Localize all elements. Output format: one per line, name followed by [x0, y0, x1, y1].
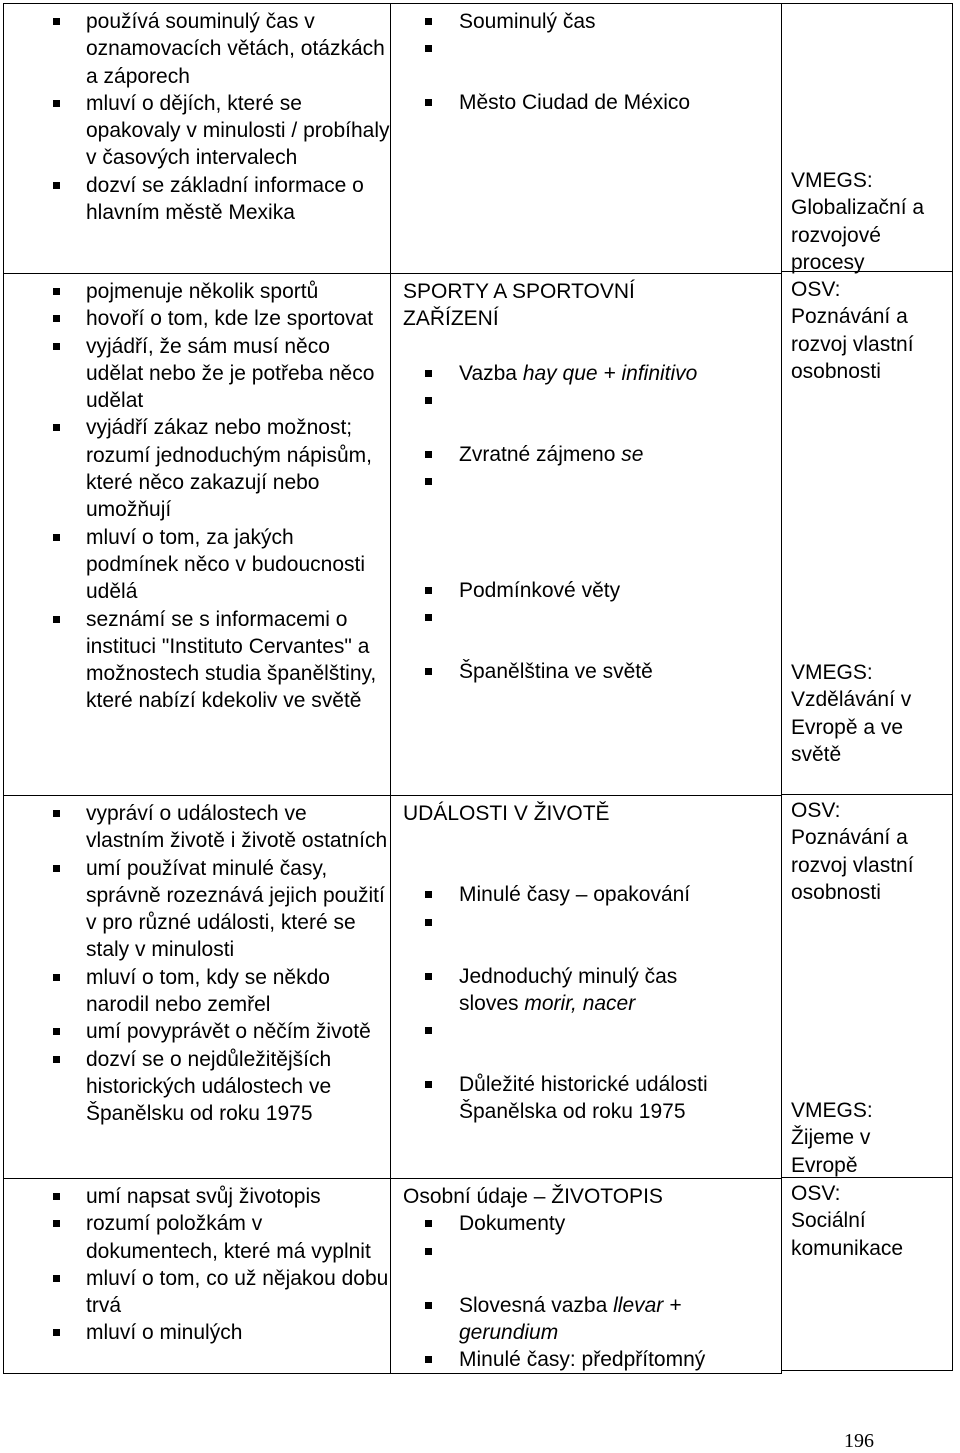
list-item: [391, 360, 781, 387]
list-item: Město Ciudad de México: [391, 89, 781, 116]
cross-topic: [791, 276, 951, 385]
outcomes-cell: [4, 4, 391, 274]
cross-topic: [791, 1180, 951, 1262]
topic-italic: se: [621, 442, 644, 466]
cross-topic: [791, 167, 951, 276]
topic-italic: morir, nacer: [524, 991, 636, 1015]
cross-topic-text: Poznávání a rozvoj vlastní osobnosti: [791, 305, 914, 383]
list-item: pojmenuje několik sportů: [4, 278, 390, 305]
list-item: umí napsat svůj životopis: [4, 1183, 390, 1210]
list-item: mluví o tom, kdy se někdo narodil nebo zemřel: [4, 964, 390, 1019]
outcomes-list: [4, 1183, 390, 1347]
list-item: mluví o tom, za jakých podmínek něco v budoucnosti udělá: [4, 524, 390, 606]
list-item: používá souminulý čas v oznamovacích větách, otázkách a záporech: [4, 8, 390, 90]
list-item: Španělština ve světě: [391, 658, 781, 685]
spacer: [391, 604, 781, 658]
table-row: [4, 1179, 782, 1374]
topics-list: [391, 8, 781, 117]
outcomes-list: [4, 800, 390, 1128]
cross-topic-label: OSV:: [791, 278, 841, 301]
cross-topic-label: VMEGS:: [791, 169, 873, 192]
cross-topic-label: OSV:: [791, 799, 841, 822]
table-row: [4, 796, 782, 1179]
outcomes-list: [4, 8, 390, 226]
list-item: vypráví o událostech ve vlastním životě i životě ostatních: [4, 800, 390, 855]
spacer: [391, 909, 781, 963]
cross-topic-label: VMEGS:: [791, 1099, 873, 1122]
section-heading: UDÁLOSTI V ŽIVOTĚ: [403, 802, 610, 825]
outcomes-cell: [4, 1179, 391, 1374]
list-item: Podmínkové věty: [391, 577, 781, 604]
topic-text: Jednoduchý minulý čas sloves: [459, 964, 678, 1015]
cross-topic-label: OSV:: [791, 1182, 841, 1205]
spacer: [391, 35, 781, 89]
spacer: [391, 387, 781, 441]
outcomes-cell: [4, 796, 391, 1179]
list-item: seznámí se s informacemi o instituci "Instituto Cervantes" a možnostech studia španělštiny, které nabízí kdekoliv ve světě: [4, 606, 390, 715]
spacer: [403, 827, 781, 881]
cross-topic: [791, 659, 951, 768]
topic-text: Vazba: [459, 361, 523, 385]
list-item: mluví o tom, co už nějakou dobu trvá: [4, 1265, 390, 1320]
list-item: [391, 1292, 739, 1347]
curriculum-table: [3, 3, 782, 1374]
list-item: vyjádří, že sám musí něco udělat nebo že je potřeba něco udělat: [4, 333, 390, 415]
list-item: hovoří o tom, kde lze sportovat: [4, 305, 390, 332]
outcomes-cell: [4, 274, 391, 796]
cross-topic-label: VMEGS:: [791, 661, 873, 684]
row-divider: [781, 794, 953, 795]
list-item: Minulé časy – opakování: [391, 881, 781, 908]
spacer: [391, 468, 781, 577]
topic-text: Zvratné zájmeno: [459, 442, 622, 466]
topics-cell: [391, 4, 782, 274]
cross-topic-text: Sociální komunikace: [791, 1209, 904, 1260]
cross-topic-text: Poznávání a rozvoj vlastní osobnosti: [791, 826, 914, 904]
list-item: Souminulý čas: [391, 8, 781, 35]
spacer: [403, 333, 781, 360]
topics-list: [391, 360, 781, 686]
table-row: [4, 4, 782, 274]
cross-topic-text: Globalizační a rozvojové procesy: [791, 196, 925, 274]
list-item: [391, 963, 739, 1018]
list-item: Dokumenty: [391, 1210, 781, 1237]
list-item: umí povyprávět o něčím životě: [4, 1018, 390, 1045]
cross-topic: [791, 797, 951, 906]
list-item: vyjádří zákaz nebo možnost; rozumí jednoduchým nápisům, které něco zakazují nebo umožňují: [4, 414, 390, 523]
list-item: Minulé časy: předpřítomný: [391, 1346, 781, 1373]
topic-italic: llevar + gerundium: [459, 1293, 682, 1344]
outcomes-list: [4, 278, 390, 715]
spacer: [391, 1017, 781, 1071]
page-number: 196: [844, 1430, 874, 1452]
cross-topic-text: Žijeme v Evropě: [791, 1126, 871, 1177]
list-item: mluví o minulých: [4, 1319, 390, 1346]
topics-cell: [391, 274, 782, 796]
topic-italic: hay que + infinitivo: [522, 361, 698, 385]
list-item: mluví o dějích, které se opakovaly v minulosti / probíhaly v časových intervalech: [4, 90, 390, 172]
topics-list: [391, 1210, 781, 1373]
cross-topics-column: [781, 3, 953, 1371]
section-heading: SPORTY A SPORTOVNÍ ZAŘÍZENÍ: [403, 280, 635, 331]
list-item: [391, 441, 781, 468]
spacer: [391, 1238, 781, 1292]
topics-list: [391, 881, 781, 1125]
section-heading: Osobní údaje – ŽIVOTOPIS: [403, 1185, 663, 1208]
topic-text: Slovesná vazba: [459, 1293, 614, 1317]
list-item: dozví se o nejdůležitějších historických událostech ve Španělsku od roku 1975: [4, 1046, 390, 1128]
cross-topic-text: Vzdělávání v Evropě a ve světě: [791, 688, 912, 766]
list-item: umí používat minulé časy, správně rozeznává jejich použití v pro různé události, které se staly v minulosti: [4, 855, 390, 964]
topics-cell: [391, 1179, 782, 1374]
table-row: [4, 274, 782, 796]
list-item: dozví se základní informace o hlavním městě Mexika: [4, 172, 390, 227]
list-item: rozumí položkám v dokumentech, které má vyplnit: [4, 1210, 390, 1265]
cross-topic: [791, 1097, 951, 1179]
topics-cell: [391, 796, 782, 1179]
list-item: Důležité historické události Španělska od roku 1975: [391, 1071, 759, 1126]
